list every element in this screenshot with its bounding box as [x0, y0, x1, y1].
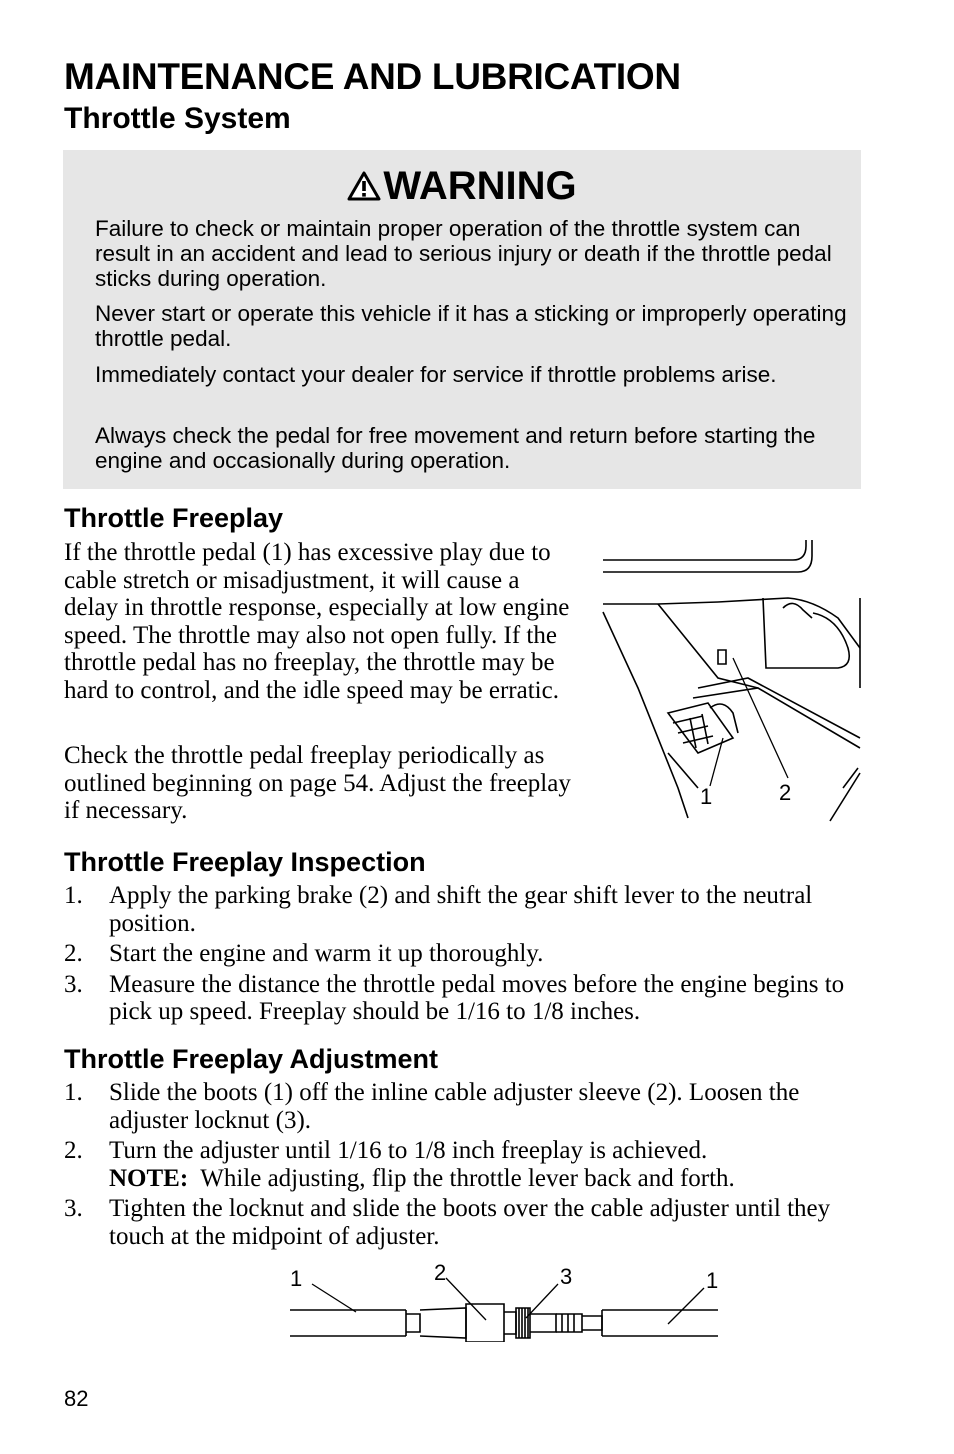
- warning-paragraph: Failure to check or maintain proper operation of the throttle system can result in an accident and lead to serious injury or death if the throttle pedal sticks during operation.: [95, 216, 832, 291]
- figure-label: 2: [434, 1260, 447, 1285]
- warning-triangle-icon: [347, 171, 381, 201]
- list-item: [64, 1079, 864, 1134]
- note-label: NOTE:: [109, 1164, 189, 1192]
- step-number: 1.: [64, 882, 83, 909]
- freeplay-paragraph: Check the throttle pedal freeplay periodically as outlined beginning on page 54. Adjust the freeplay if necessary.: [64, 742, 571, 824]
- step-number: 3.: [64, 1195, 83, 1222]
- note-text: While adjusting, flip the throttle lever back and forth.: [200, 1164, 735, 1192]
- warning-paragraph: Immediately contact your dealer for service if throttle problems arise.: [95, 362, 777, 387]
- section-title: MAINTENANCE AND LUBRICATION: [64, 56, 681, 97]
- list-item: [64, 1137, 864, 1192]
- step-number: 2.: [64, 940, 83, 967]
- figure-label: 2: [779, 780, 792, 805]
- warning-paragraph: Always check the pedal for free movement and return before starting the engine and occasionally during operation.: [95, 423, 816, 473]
- freeplay-heading: Throttle Freeplay: [64, 503, 284, 533]
- warning-paragraph: Never start or operate this vehicle if it has a sticking or improperly operating throttle pedal.: [95, 301, 847, 351]
- cable-adjuster-figure: [286, 1258, 722, 1342]
- step-text: Start the engine and warm it up thoroughly.: [109, 940, 544, 967]
- figure-label: 3: [560, 1264, 573, 1289]
- figure-label: 1: [706, 1268, 719, 1293]
- page-number: 82: [64, 1386, 89, 1411]
- figure-label: 1: [700, 784, 713, 809]
- inspection-heading: Throttle Freeplay Inspection: [64, 847, 426, 877]
- warning-title: WARNING: [383, 164, 577, 208]
- throttle-pedal-figure: [598, 538, 864, 824]
- step-text: Apply the parking brake (2) and shift the gear shift lever to the neutral position.: [109, 882, 813, 937]
- list-item: [64, 1195, 864, 1250]
- step-text: Measure the distance the throttle pedal moves before the engine begins to pick up speed. Freeplay should be 1/16 to 1/8 inches.: [109, 970, 845, 1025]
- list-item: [64, 882, 864, 937]
- step-text: Tighten the locknut and slide the boots over the cable adjuster until they touch at the midpoint of adjuster.: [109, 1195, 831, 1250]
- warning-heading: [63, 164, 861, 209]
- freeplay-paragraph: If the throttle pedal (1) has excessive play due to cable stretch or misadjustment, it will cause a delay in throttle response, especially at low engine speed. The throttle may also not open fully. If the throttle pedal has no freeplay, the throttle may be hard to control, and the idle speed may be erratic.: [64, 539, 570, 704]
- step-text: Turn the adjuster until 1/16 to 1/8 inch freeplay is achieved.: [109, 1137, 708, 1164]
- step-number: 3.: [64, 970, 83, 998]
- warning-box: [63, 150, 861, 489]
- adjustment-heading: Throttle Freeplay Adjustment: [64, 1044, 439, 1074]
- figure-label: 1: [290, 1266, 303, 1291]
- inspection-steps: [64, 882, 864, 1029]
- adjustment-steps: [64, 1079, 864, 1253]
- step-text: Slide the boots (1) off the inline cable adjuster sleeve (2). Loosen the adjuster locknut (3).: [109, 1079, 800, 1134]
- step-number: 1.: [64, 1079, 83, 1106]
- step-number: 2.: [64, 1137, 83, 1164]
- section-subtitle: Throttle System: [64, 102, 291, 135]
- list-item: [64, 971, 864, 1026]
- list-item: [64, 940, 864, 968]
